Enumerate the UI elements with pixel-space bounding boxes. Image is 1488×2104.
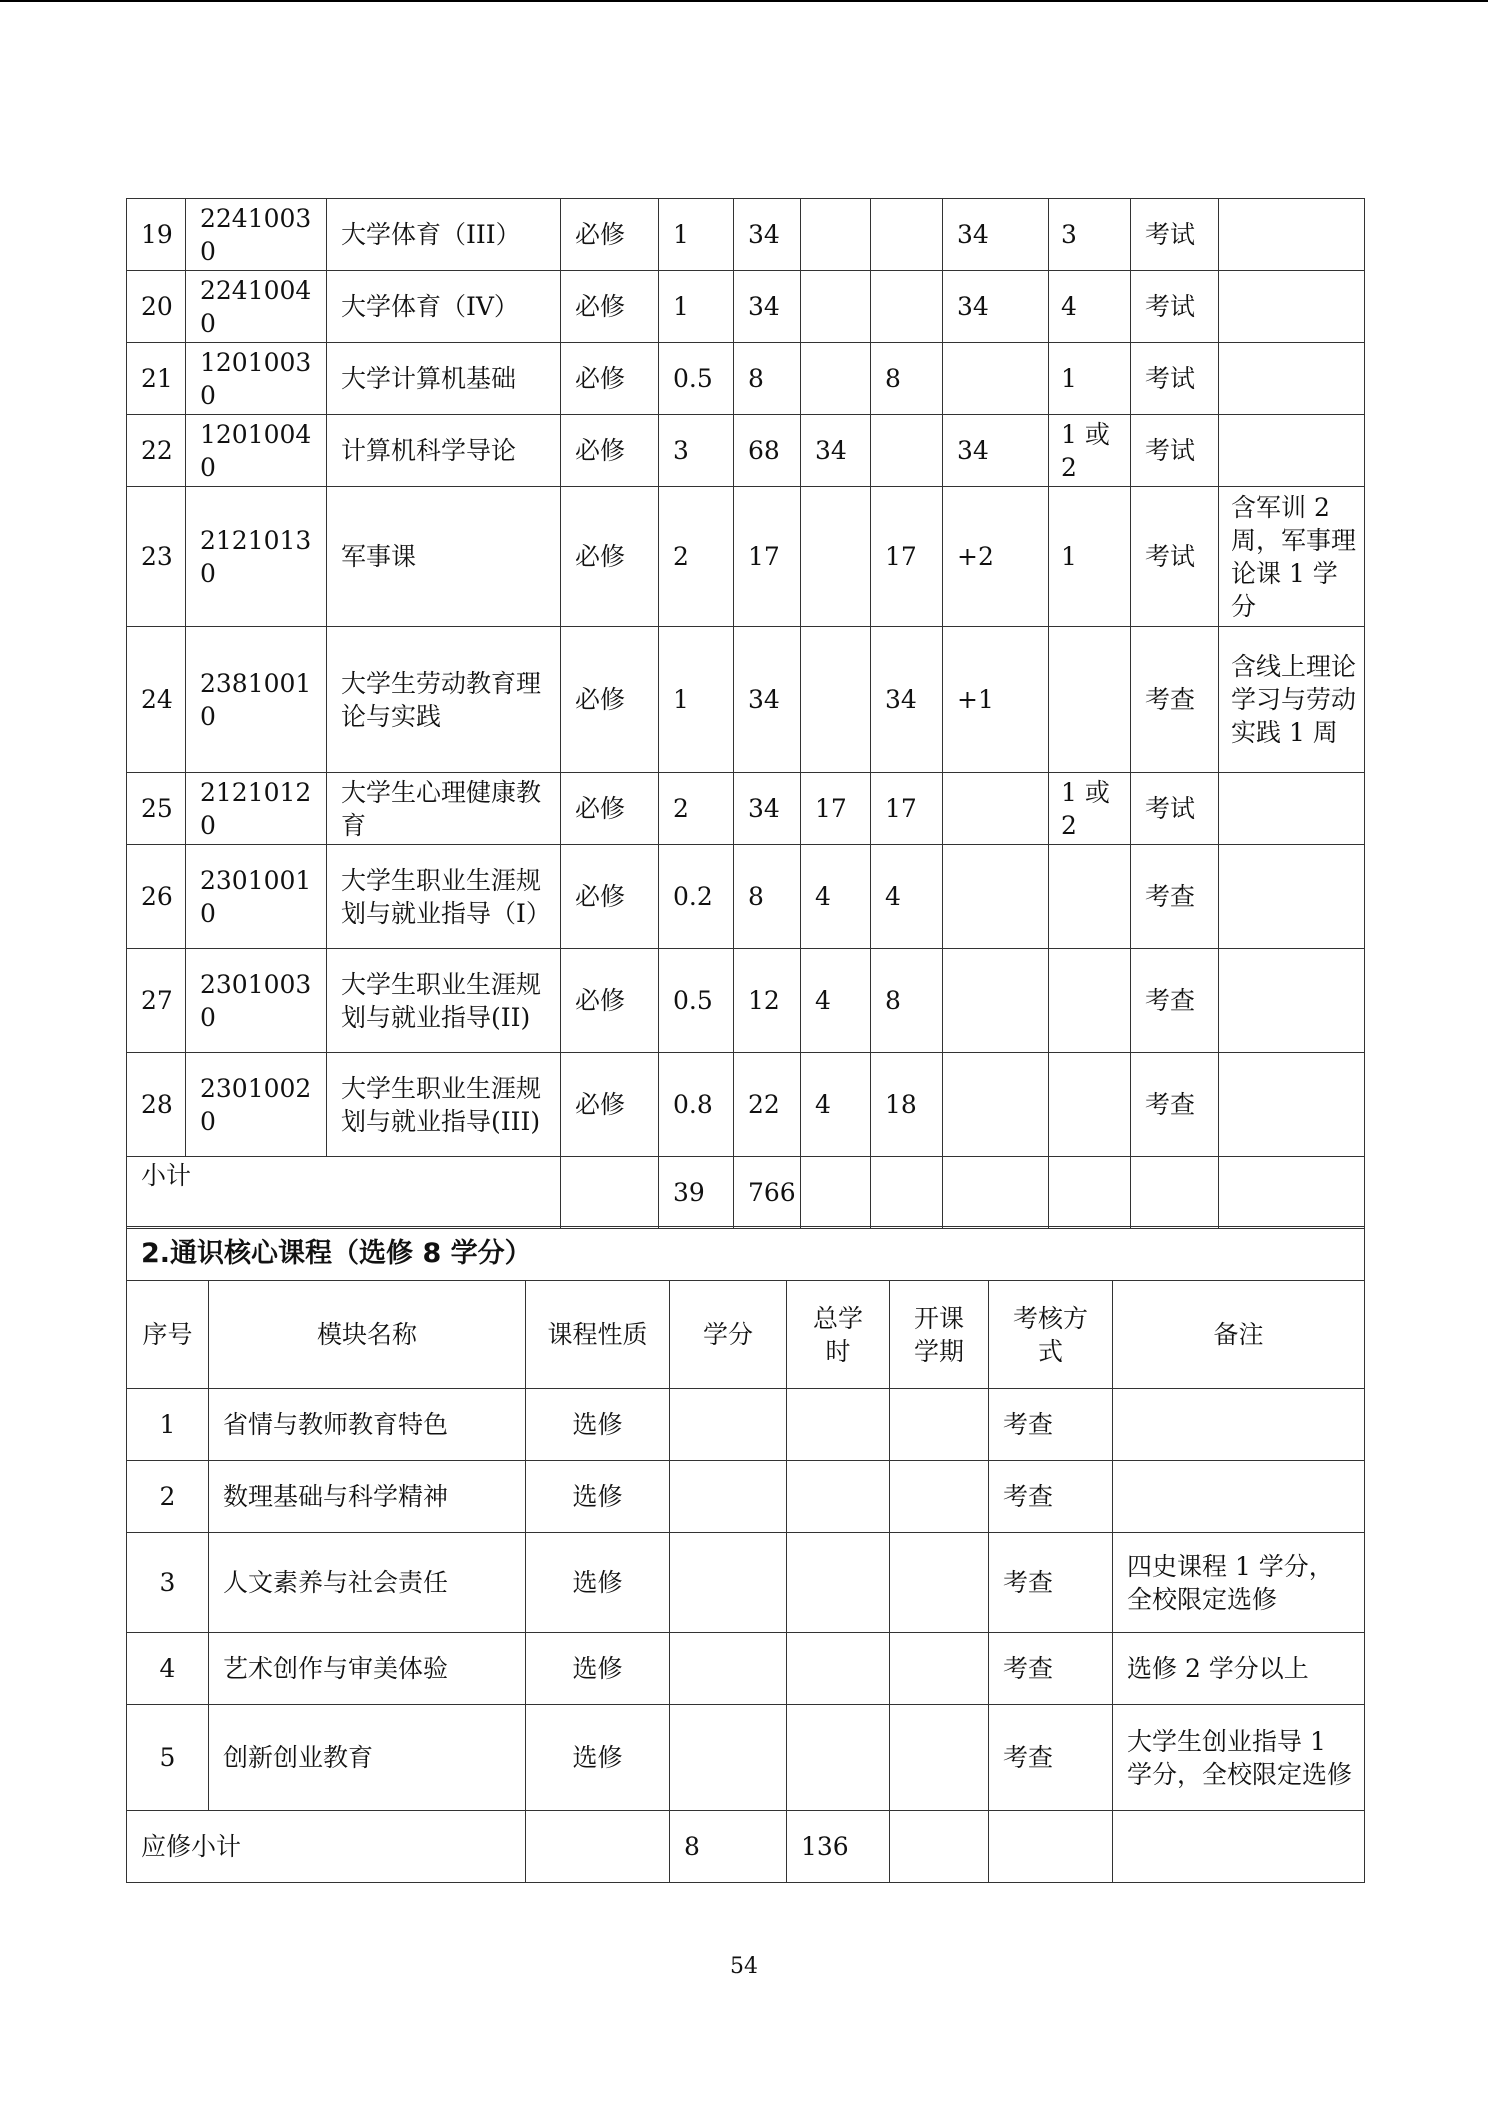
- exam-type: 考查: [1131, 627, 1219, 773]
- total-hours: 12: [734, 949, 801, 1053]
- note: 含线上理论学习与劳动实践 1 周: [1219, 627, 1365, 773]
- empty-cell: [801, 1157, 871, 1229]
- header-module: 模块名称: [209, 1281, 526, 1389]
- table-row: [127, 845, 1365, 949]
- col-8: 8: [871, 343, 943, 415]
- credit: 2: [659, 487, 734, 627]
- col-8: 8: [871, 949, 943, 1053]
- col-7: 4: [801, 1053, 871, 1157]
- module-number: 5: [127, 1705, 209, 1811]
- term: 1: [1049, 487, 1131, 627]
- empty-cell: [890, 1389, 989, 1461]
- credit: 0.5: [659, 949, 734, 1053]
- module-name: 省情与教师教育特色: [209, 1389, 526, 1461]
- credit: 1: [659, 199, 734, 271]
- module-note: 四史课程 1 学分，全校限定选修: [1113, 1533, 1365, 1633]
- empty-cell: [561, 1157, 659, 1229]
- empty-cell: [1113, 1811, 1365, 1883]
- module-row: [127, 1461, 1365, 1533]
- course-nature: 必修: [561, 1053, 659, 1157]
- header-row: [127, 1281, 1365, 1389]
- course-name: 计算机科学导论: [327, 415, 561, 487]
- course-name: 大学体育（III）: [327, 199, 561, 271]
- credit: 1: [659, 271, 734, 343]
- note: [1219, 271, 1365, 343]
- module-name: 数理基础与科学精神: [209, 1461, 526, 1533]
- module-number: 2: [127, 1461, 209, 1533]
- col-9: [943, 845, 1049, 949]
- term: [1049, 949, 1131, 1053]
- total-hours: 22: [734, 1053, 801, 1157]
- empty-cell: [871, 1157, 943, 1229]
- row-number: 24: [127, 627, 186, 773]
- col-7: [801, 199, 871, 271]
- empty-cell: [526, 1811, 670, 1883]
- course-nature: 必修: [561, 627, 659, 773]
- course-name: 大学生职业生涯规划与就业指导（I）: [327, 845, 561, 949]
- term: [1049, 845, 1131, 949]
- row-number: 19: [127, 199, 186, 271]
- header-nature: 课程性质: [526, 1281, 670, 1389]
- course-nature: 必修: [561, 773, 659, 845]
- header-no: 序号: [127, 1281, 209, 1389]
- module-exam: 考查: [989, 1705, 1113, 1811]
- course-nature: 必修: [561, 271, 659, 343]
- module-exam: 考查: [989, 1389, 1113, 1461]
- exam-type: 考查: [1131, 949, 1219, 1053]
- col-9: [943, 1053, 1049, 1157]
- module-row: [127, 1705, 1365, 1811]
- table-row: [127, 487, 1365, 627]
- exam-type: 考试: [1131, 271, 1219, 343]
- course-code: 22410030: [186, 199, 327, 271]
- section-title: 2.通识核心课程（选修 8 学分）: [127, 1227, 1365, 1281]
- col-7: 17: [801, 773, 871, 845]
- subtotal-row: [127, 1157, 1365, 1229]
- empty-cell: [943, 1157, 1049, 1229]
- empty-cell: [890, 1533, 989, 1633]
- empty-cell: [787, 1705, 890, 1811]
- table-row: [127, 773, 1365, 845]
- term: [1049, 627, 1131, 773]
- credit: 0.5: [659, 343, 734, 415]
- col-7: [801, 271, 871, 343]
- table-row: [127, 199, 1365, 271]
- total-hours: 17: [734, 487, 801, 627]
- row-number: 21: [127, 343, 186, 415]
- col-9: 34: [943, 415, 1049, 487]
- module-name: 艺术创作与审美体验: [209, 1633, 526, 1705]
- header-term: 开课学期: [890, 1281, 989, 1389]
- course-code: 21210130: [186, 487, 327, 627]
- section-title-row: [127, 1227, 1365, 1281]
- course-code: 23810010: [186, 627, 327, 773]
- table-row: [127, 271, 1365, 343]
- top-border: [0, 0, 1488, 2]
- course-name: 大学生劳动教育理论与实践: [327, 627, 561, 773]
- credit: 0.8: [659, 1053, 734, 1157]
- col-7: [801, 627, 871, 773]
- module-row: [127, 1389, 1365, 1461]
- table-row: [127, 949, 1365, 1053]
- module-name: 创新创业教育: [209, 1705, 526, 1811]
- col-9: [943, 949, 1049, 1053]
- row-number: 22: [127, 415, 186, 487]
- header-exam: 考核方式: [989, 1281, 1113, 1389]
- header-hours: 总学时: [787, 1281, 890, 1389]
- module-row: [127, 1533, 1365, 1633]
- page-number: 54: [730, 1954, 758, 1979]
- col-8: 4: [871, 845, 943, 949]
- empty-cell: [787, 1533, 890, 1633]
- module-number: 4: [127, 1633, 209, 1705]
- total-hours: 34: [734, 773, 801, 845]
- term: 1 或 2: [1049, 415, 1131, 487]
- note: 含军训 2 周，军事理论课 1 学分: [1219, 487, 1365, 627]
- total-hours: 8: [734, 343, 801, 415]
- note: [1219, 199, 1365, 271]
- core-course-table: [126, 1226, 1365, 1883]
- required-subtotal-label: 应修小计: [127, 1811, 526, 1883]
- empty-cell: [1049, 1157, 1131, 1229]
- required-subtotal-credit: 8: [670, 1811, 787, 1883]
- module-number: 1: [127, 1389, 209, 1461]
- empty-cell: [787, 1461, 890, 1533]
- col-8: [871, 199, 943, 271]
- module-nature: 选修: [526, 1633, 670, 1705]
- table-row: [127, 415, 1365, 487]
- col-7: 4: [801, 845, 871, 949]
- empty-cell: [890, 1461, 989, 1533]
- course-name: 军事课: [327, 487, 561, 627]
- module-note: [1113, 1389, 1365, 1461]
- course-code: 12010030: [186, 343, 327, 415]
- required-subtotal-row: [127, 1811, 1365, 1883]
- total-hours: 34: [734, 199, 801, 271]
- empty-cell: [890, 1705, 989, 1811]
- empty-cell: [670, 1389, 787, 1461]
- exam-type: 考试: [1131, 415, 1219, 487]
- col-7: 34: [801, 415, 871, 487]
- course-code: 22410040: [186, 271, 327, 343]
- table-row: [127, 1053, 1365, 1157]
- course-table: [126, 198, 1365, 1229]
- course-name: 大学生职业生涯规划与就业指导(III): [327, 1053, 561, 1157]
- module-nature: 选修: [526, 1705, 670, 1811]
- total-hours: 34: [734, 627, 801, 773]
- term: 1 或 2: [1049, 773, 1131, 845]
- note: [1219, 949, 1365, 1053]
- course-nature: 必修: [561, 199, 659, 271]
- empty-cell: [1131, 1157, 1219, 1229]
- col-9: [943, 343, 1049, 415]
- row-number: 25: [127, 773, 186, 845]
- subtotal-label: 小计: [127, 1157, 561, 1229]
- note: [1219, 343, 1365, 415]
- empty-cell: [989, 1811, 1113, 1883]
- term: 1: [1049, 343, 1131, 415]
- term: 4: [1049, 271, 1131, 343]
- exam-type: 考试: [1131, 343, 1219, 415]
- module-exam: 考查: [989, 1633, 1113, 1705]
- note: [1219, 773, 1365, 845]
- col-8: [871, 415, 943, 487]
- row-number: 26: [127, 845, 186, 949]
- module-number: 3: [127, 1533, 209, 1633]
- col-9: +1: [943, 627, 1049, 773]
- col-9: [943, 773, 1049, 845]
- note: [1219, 845, 1365, 949]
- col-8: 34: [871, 627, 943, 773]
- module-nature: 选修: [526, 1461, 670, 1533]
- row-number: 28: [127, 1053, 186, 1157]
- col-9: 34: [943, 199, 1049, 271]
- module-nature: 选修: [526, 1533, 670, 1633]
- course-nature: 必修: [561, 343, 659, 415]
- credit: 0.2: [659, 845, 734, 949]
- course-name: 大学生心理健康教育: [327, 773, 561, 845]
- header-note: 备注: [1113, 1281, 1365, 1389]
- exam-type: 考试: [1131, 773, 1219, 845]
- course-name: 大学计算机基础: [327, 343, 561, 415]
- col-7: [801, 343, 871, 415]
- row-number: 27: [127, 949, 186, 1053]
- course-code: 23010020: [186, 1053, 327, 1157]
- course-code: 12010040: [186, 415, 327, 487]
- subtotal-credit: 39: [659, 1157, 734, 1229]
- course-nature: 必修: [561, 949, 659, 1053]
- note: [1219, 1053, 1365, 1157]
- module-row: [127, 1633, 1365, 1705]
- credit: 1: [659, 627, 734, 773]
- course-name: 大学体育（IV）: [327, 271, 561, 343]
- empty-cell: [890, 1811, 989, 1883]
- empty-cell: [787, 1633, 890, 1705]
- module-nature: 选修: [526, 1389, 670, 1461]
- col-9: +2: [943, 487, 1049, 627]
- exam-type: 考试: [1131, 199, 1219, 271]
- credit: 3: [659, 415, 734, 487]
- note: [1219, 415, 1365, 487]
- table-row: [127, 627, 1365, 773]
- empty-cell: [670, 1533, 787, 1633]
- exam-type: 考查: [1131, 845, 1219, 949]
- exam-type: 考查: [1131, 1053, 1219, 1157]
- course-code: 21210120: [186, 773, 327, 845]
- empty-cell: [670, 1633, 787, 1705]
- empty-cell: [670, 1461, 787, 1533]
- col-8: 17: [871, 487, 943, 627]
- course-nature: 必修: [561, 415, 659, 487]
- empty-cell: [670, 1705, 787, 1811]
- course-nature: 必修: [561, 845, 659, 949]
- row-number: 20: [127, 271, 186, 343]
- row-number: 23: [127, 487, 186, 627]
- col-9: 34: [943, 271, 1049, 343]
- course-nature: 必修: [561, 487, 659, 627]
- empty-cell: [787, 1389, 890, 1461]
- module-note: 选修 2 学分以上: [1113, 1633, 1365, 1705]
- col-7: [801, 487, 871, 627]
- course-name: 大学生职业生涯规划与就业指导(II): [327, 949, 561, 1053]
- col-8: 18: [871, 1053, 943, 1157]
- term: 3: [1049, 199, 1131, 271]
- table-row: [127, 343, 1365, 415]
- module-exam: 考查: [989, 1533, 1113, 1633]
- total-hours: 68: [734, 415, 801, 487]
- course-code: 23010010: [186, 845, 327, 949]
- total-hours: 8: [734, 845, 801, 949]
- col-8: [871, 271, 943, 343]
- required-subtotal-hours: 136: [787, 1811, 890, 1883]
- module-name: 人文素养与社会责任: [209, 1533, 526, 1633]
- credit: 2: [659, 773, 734, 845]
- total-hours: 34: [734, 271, 801, 343]
- exam-type: 考试: [1131, 487, 1219, 627]
- module-note: [1113, 1461, 1365, 1533]
- course-code: 23010030: [186, 949, 327, 1053]
- col-7: 4: [801, 949, 871, 1053]
- empty-cell: [1219, 1157, 1365, 1229]
- term: [1049, 1053, 1131, 1157]
- empty-cell: [890, 1633, 989, 1705]
- subtotal-hours: 766: [734, 1157, 801, 1229]
- col-8: 17: [871, 773, 943, 845]
- module-note: 大学生创业指导 1 学分，全校限定选修: [1113, 1705, 1365, 1811]
- header-credit: 学分: [670, 1281, 787, 1389]
- module-exam: 考查: [989, 1461, 1113, 1533]
